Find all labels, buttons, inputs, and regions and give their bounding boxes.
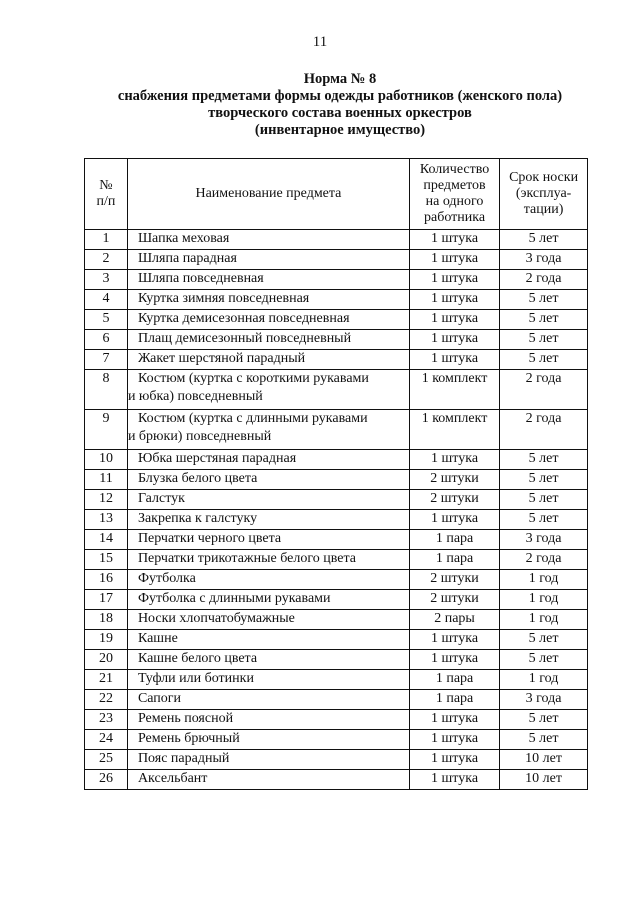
table-row — [85, 710, 588, 730]
item-wear-term: 5 лет — [500, 510, 588, 530]
item-quantity: 1 штука — [409, 270, 499, 290]
row-number: 4 — [85, 290, 128, 310]
row-number: 21 — [85, 670, 128, 690]
item-name: Ремень брючный — [127, 730, 409, 750]
table-row — [85, 670, 588, 690]
row-number: 2 — [85, 250, 128, 270]
item-name-line: и брюки) повседневный — [127, 429, 272, 444]
item-name: Аксельбант — [127, 770, 409, 790]
table-row — [85, 470, 588, 490]
item-quantity: 1 штука — [409, 650, 499, 670]
row-number: 7 — [85, 350, 128, 370]
document-heading — [60, 71, 620, 139]
item-name: Туфли или ботинки — [127, 670, 409, 690]
item-name-line: и юбка) повседневный — [127, 389, 263, 404]
item-quantity: 1 штука — [409, 310, 499, 330]
item-quantity: 1 штука — [409, 510, 499, 530]
item-quantity: 1 штука — [409, 250, 499, 270]
item-wear-term: 2 года — [500, 370, 588, 410]
item-wear-term: 1 год — [500, 590, 588, 610]
row-number: 24 — [85, 730, 128, 750]
item-wear-term: 5 лет — [500, 330, 588, 350]
table-row — [85, 570, 588, 590]
item-quantity: 1 штука — [409, 350, 499, 370]
table-row — [85, 450, 588, 470]
row-number: 3 — [85, 270, 128, 290]
item-wear-term: 5 лет — [500, 310, 588, 330]
item-name: Галстук — [127, 490, 409, 510]
item-quantity: 1 штука — [409, 730, 499, 750]
item-quantity: 1 пара — [409, 550, 499, 570]
item-name: Закрепка к галстуку — [127, 510, 409, 530]
table-body — [85, 230, 588, 790]
item-quantity: 2 штуки — [409, 590, 499, 610]
heading-subtitle-line3: (инвентарное имущество) — [254, 122, 426, 138]
item-wear-term: 3 года — [500, 530, 588, 550]
item-wear-term: 5 лет — [500, 470, 588, 490]
item-name: Куртка зимняя повседневная — [127, 290, 409, 310]
item-quantity: 1 комплект — [409, 370, 499, 410]
item-quantity: 1 штука — [409, 330, 499, 350]
table-header-row — [85, 159, 588, 230]
table-row — [85, 530, 588, 550]
row-number: 9 — [85, 410, 128, 450]
item-wear-term: 10 лет — [500, 750, 588, 770]
row-number: 1 — [85, 230, 128, 250]
item-wear-term: 2 года — [500, 270, 588, 290]
item-quantity: 1 пара — [409, 690, 499, 710]
item-name: Носки хлопчатобумажные — [127, 610, 409, 630]
item-wear-term: 5 лет — [500, 630, 588, 650]
row-number: 5 — [85, 310, 128, 330]
table-row — [85, 630, 588, 650]
row-number: 26 — [85, 770, 128, 790]
item-quantity: 2 штуки — [409, 470, 499, 490]
item-wear-term: 5 лет — [500, 350, 588, 370]
item-name: Кашне белого цвета — [127, 650, 409, 670]
item-name: Шапка меховая — [127, 230, 409, 250]
item-wear-term: 2 года — [500, 410, 588, 450]
table-row — [85, 350, 588, 370]
row-number: 13 — [85, 510, 128, 530]
item-quantity: 1 штука — [409, 230, 499, 250]
row-number: 15 — [85, 550, 128, 570]
table-row — [85, 250, 588, 270]
heading-subtitle-line1: снабжения предметами формы одежды работников (женского пола) — [117, 88, 563, 104]
item-wear-term: 1 год — [500, 670, 588, 690]
table-row — [85, 230, 588, 250]
item-name: Куртка демисезонная повседневная — [127, 310, 409, 330]
table-row — [85, 690, 588, 710]
row-number: 20 — [85, 650, 128, 670]
header-qty: Количество предметов на одного работника — [409, 159, 499, 230]
row-number: 19 — [85, 630, 128, 650]
table-row — [85, 270, 588, 290]
item-wear-term: 5 лет — [500, 230, 588, 250]
row-number: 25 — [85, 750, 128, 770]
header-num: № п/п — [85, 159, 128, 230]
heading-title: Норма № 8 — [303, 71, 377, 87]
item-wear-term: 5 лет — [500, 730, 588, 750]
row-number: 18 — [85, 610, 128, 630]
item-quantity: 2 штуки — [409, 490, 499, 510]
item-quantity: 1 штука — [409, 630, 499, 650]
item-name — [127, 410, 409, 450]
row-number: 10 — [85, 450, 128, 470]
header-name: Наименование предмета — [127, 159, 409, 230]
item-name: Шляпа парадная — [127, 250, 409, 270]
table-row — [85, 550, 588, 570]
item-quantity: 2 штуки — [409, 570, 499, 590]
item-quantity: 2 пары — [409, 610, 499, 630]
item-name: Кашне — [127, 630, 409, 650]
header-term: Срок носки (эксплуа- тации) — [500, 159, 588, 230]
item-quantity: 1 штука — [409, 450, 499, 470]
item-name — [127, 370, 409, 410]
item-quantity: 1 штука — [409, 290, 499, 310]
item-wear-term: 3 года — [500, 250, 588, 270]
item-name: Жакет шерстяной парадный — [127, 350, 409, 370]
item-wear-term: 1 год — [500, 570, 588, 590]
page-number: 11 — [312, 34, 328, 50]
item-name: Плащ демисезонный повседневный — [127, 330, 409, 350]
item-wear-term: 3 года — [500, 690, 588, 710]
item-quantity: 1 пара — [409, 530, 499, 550]
table-row — [85, 490, 588, 510]
item-name-line: Костюм (куртка с длинными рукавами — [137, 411, 368, 426]
table-row — [85, 730, 588, 750]
row-number: 14 — [85, 530, 128, 550]
item-name: Перчатки трикотажные белого цвета — [127, 550, 409, 570]
item-name: Пояс парадный — [127, 750, 409, 770]
item-name: Перчатки черного цвета — [127, 530, 409, 550]
item-wear-term: 5 лет — [500, 450, 588, 470]
table-row — [85, 410, 588, 450]
item-wear-term: 2 года — [500, 550, 588, 570]
row-number: 23 — [85, 710, 128, 730]
table-row — [85, 510, 588, 530]
norm-table — [84, 158, 588, 790]
table-row — [85, 590, 588, 610]
row-number: 12 — [85, 490, 128, 510]
item-quantity: 1 комплект — [409, 410, 499, 450]
row-number: 16 — [85, 570, 128, 590]
table-row — [85, 310, 588, 330]
item-wear-term: 5 лет — [500, 290, 588, 310]
item-name: Юбка шерстяная парадная — [127, 450, 409, 470]
item-quantity: 1 штука — [409, 770, 499, 790]
table-row — [85, 750, 588, 770]
heading-subtitle-line2: творческого состава военных оркестров — [208, 105, 472, 121]
item-quantity: 1 штука — [409, 750, 499, 770]
item-name: Блузка белого цвета — [127, 470, 409, 490]
item-name: Футболка — [127, 570, 409, 590]
item-wear-term: 5 лет — [500, 490, 588, 510]
item-quantity: 1 штука — [409, 710, 499, 730]
item-name: Сапоги — [127, 690, 409, 710]
item-wear-term: 1 год — [500, 610, 588, 630]
item-name: Футболка с длинными рукавами — [127, 590, 409, 610]
row-number: 22 — [85, 690, 128, 710]
item-name-line: Костюм (куртка с короткими рукавами — [137, 371, 369, 386]
item-name: Шляпа повседневная — [127, 270, 409, 290]
table-row — [85, 610, 588, 630]
table-row — [85, 330, 588, 350]
item-wear-term: 5 лет — [500, 650, 588, 670]
item-name: Ремень поясной — [127, 710, 409, 730]
table-row — [85, 290, 588, 310]
row-number: 11 — [85, 470, 128, 490]
row-number: 8 — [85, 370, 128, 410]
table-row — [85, 370, 588, 410]
item-quantity: 1 пара — [409, 670, 499, 690]
table-row — [85, 770, 588, 790]
table-row — [85, 650, 588, 670]
row-number: 6 — [85, 330, 128, 350]
row-number: 17 — [85, 590, 128, 610]
item-wear-term: 5 лет — [500, 710, 588, 730]
item-wear-term: 10 лет — [500, 770, 588, 790]
